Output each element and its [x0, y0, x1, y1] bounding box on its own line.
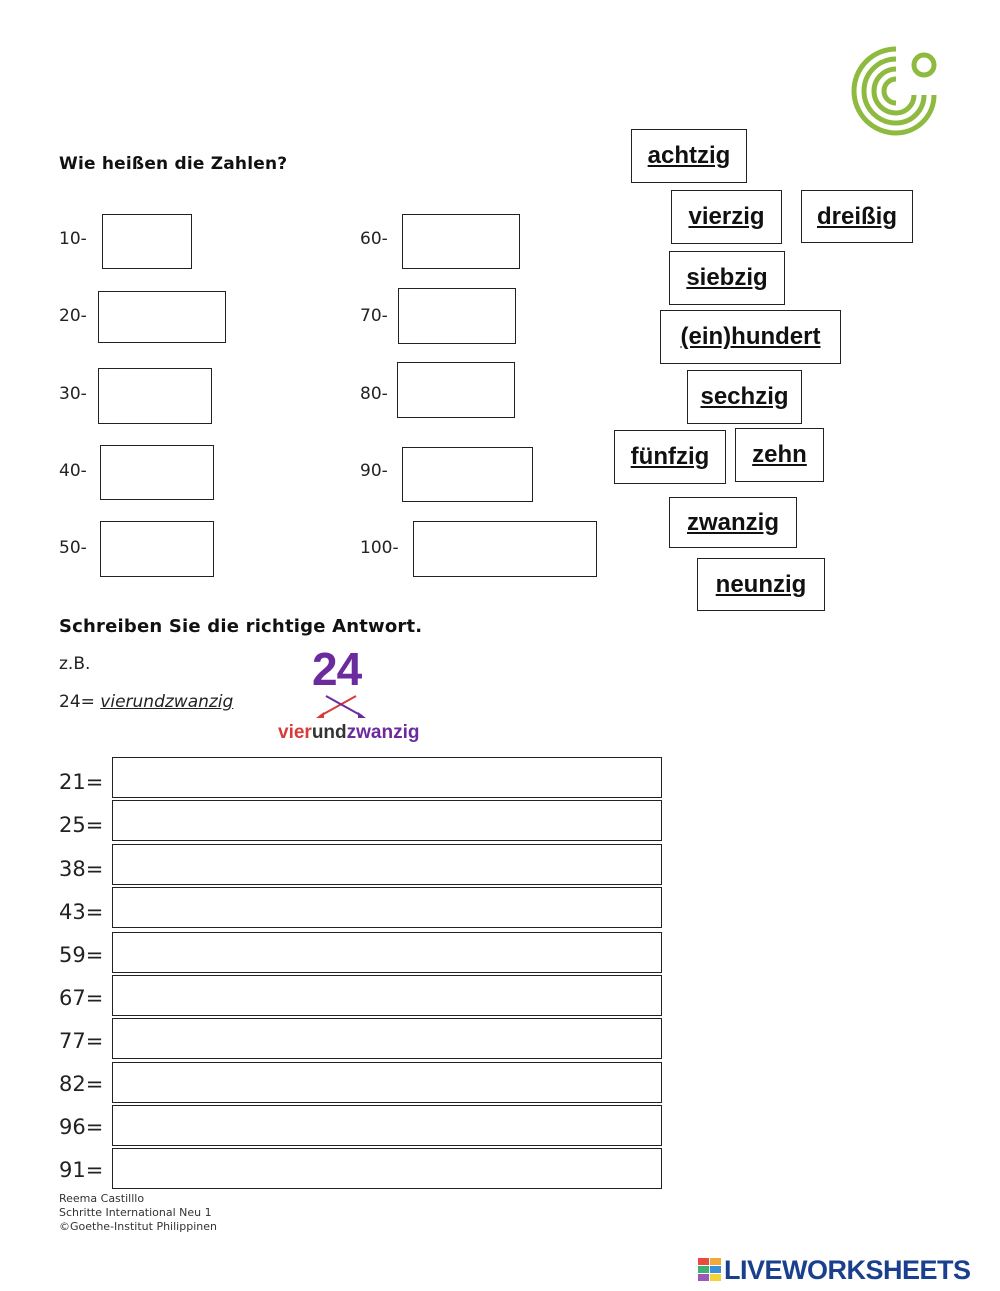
answer-input-77[interactable]	[112, 1018, 662, 1059]
answer-input-59[interactable]	[112, 932, 662, 973]
graphic-word-part3: zwanzig	[346, 722, 420, 743]
answer-input-91[interactable]	[112, 1148, 662, 1189]
word-tile[interactable]: neunzig	[697, 558, 825, 611]
answer-box-50[interactable]	[100, 521, 214, 577]
number-label: 30-	[59, 384, 87, 404]
liveworksheets-logo	[698, 1256, 971, 1284]
goethe-logo-icon	[850, 45, 942, 137]
answer-input-43[interactable]	[112, 887, 662, 928]
row-label: 38=	[59, 857, 104, 881]
liveworksheets-text: LIVEWORKSHEETS	[724, 1254, 971, 1285]
footer-credit-1: Reema Castilllo	[59, 1192, 145, 1205]
answer-input-96[interactable]	[112, 1105, 662, 1146]
example-label: z.B.	[59, 654, 91, 674]
row-label: 21=	[59, 770, 104, 794]
row-label: 59=	[59, 943, 104, 967]
row-label: 43=	[59, 900, 104, 924]
example-graphic	[276, 642, 436, 750]
answer-box-20[interactable]	[98, 291, 226, 343]
answer-box-100[interactable]	[413, 521, 597, 577]
graphic-word-part1: vier	[278, 722, 312, 743]
row-label: 91=	[59, 1158, 104, 1182]
exercise-title-2: Schreiben Sie die richtige Antwort.	[59, 616, 423, 637]
graphic-word	[278, 722, 419, 744]
word-tile[interactable]: siebzig	[669, 251, 785, 305]
answer-box-10[interactable]	[102, 214, 192, 269]
answer-input-67[interactable]	[112, 975, 662, 1016]
number-label: 100-	[360, 538, 399, 558]
answer-input-25[interactable]	[112, 800, 662, 841]
cross-arrows-icon	[312, 692, 372, 720]
exercise-title-1: Wie heißen die Zahlen?	[59, 154, 288, 174]
word-tile[interactable]: (ein)hundert	[660, 310, 841, 364]
word-tile[interactable]: fünfzig	[614, 430, 726, 484]
answer-box-80[interactable]	[397, 362, 515, 418]
answer-input-38[interactable]	[112, 844, 662, 885]
word-tile[interactable]: zehn	[735, 428, 824, 482]
number-label: 60-	[360, 229, 388, 249]
answer-box-90[interactable]	[402, 447, 533, 502]
example-line	[59, 692, 233, 712]
footer-credit-3: ©Goethe-Institut Philippinen	[59, 1220, 217, 1233]
liveworksheets-blocks-icon	[698, 1258, 722, 1282]
answer-box-40[interactable]	[100, 445, 214, 500]
row-label: 96=	[59, 1115, 104, 1139]
word-tile[interactable]: dreißig	[801, 190, 913, 243]
word-tile[interactable]: sechzig	[687, 370, 802, 424]
number-label: 70-	[360, 306, 388, 326]
word-tile[interactable]: achtzig	[631, 129, 747, 183]
footer-credit-2: Schritte International Neu 1	[59, 1206, 212, 1219]
word-tile[interactable]: zwanzig	[669, 497, 797, 548]
number-label: 90-	[360, 461, 388, 481]
graphic-number: 24	[312, 643, 362, 695]
answer-input-82[interactable]	[112, 1062, 662, 1103]
answer-box-70[interactable]	[398, 288, 516, 344]
answer-box-30[interactable]	[98, 368, 212, 424]
graphic-word-part2: und	[311, 722, 347, 743]
answer-input-21[interactable]	[112, 757, 662, 798]
example-answer: vierundzwanzig	[100, 692, 234, 712]
row-label: 25=	[59, 813, 104, 837]
number-label: 20-	[59, 306, 87, 326]
number-label: 40-	[59, 461, 87, 481]
row-label: 82=	[59, 1072, 104, 1096]
word-tile[interactable]: vierzig	[671, 190, 782, 244]
number-label: 80-	[360, 384, 388, 404]
row-label: 77=	[59, 1029, 104, 1053]
number-label: 10-	[59, 229, 87, 249]
example-prefix: 24=	[59, 692, 95, 712]
row-label: 67=	[59, 986, 104, 1010]
answer-box-60[interactable]	[402, 214, 520, 269]
number-label: 50-	[59, 538, 87, 558]
